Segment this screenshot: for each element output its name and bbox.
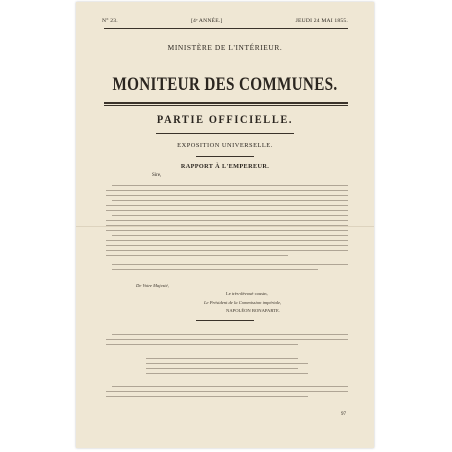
issue-date: JEUDI 24 MAI 1855. <box>295 18 348 24</box>
signature-name: NAPOLÉON BONAPARTE. <box>226 308 280 313</box>
majesty-line: De Votre Majesté, <box>136 283 169 288</box>
masthead-rule <box>104 102 348 104</box>
decree-list <box>146 358 348 378</box>
issue-header <box>102 18 348 24</box>
page-number: 97 <box>341 412 346 417</box>
section-title: PARTIE OFFICIELLE. <box>156 114 294 126</box>
decree-rule <box>196 320 254 321</box>
ministry-line: MINISTÈRE DE L'INTÉRIEUR. <box>167 43 283 52</box>
report-title: RAPPORT À L'EMPEREUR. <box>180 163 270 170</box>
issue-year: [4ᵉ ANNÉE.] <box>190 18 223 24</box>
servant-line: Le très-dévoué cousin, <box>226 291 268 296</box>
issue-number: N° 23. <box>102 18 118 24</box>
subsection-title: EXPOSITION UNIVERSELLE. <box>177 142 273 149</box>
masthead-rule-thin <box>104 105 348 106</box>
decree-closing <box>106 386 348 401</box>
newspaper-page <box>76 2 374 448</box>
section-rule <box>156 133 294 134</box>
report-body <box>106 185 348 260</box>
header-rule <box>104 28 348 29</box>
report-closing <box>106 264 348 274</box>
decree-body <box>106 334 348 349</box>
salutation: Sire, <box>152 173 162 178</box>
role-line: Le Président de la Commission impériale, <box>204 300 282 305</box>
subsection-rule <box>196 156 254 157</box>
masthead-title: MONITEUR DES COMMUNES. <box>112 75 338 95</box>
